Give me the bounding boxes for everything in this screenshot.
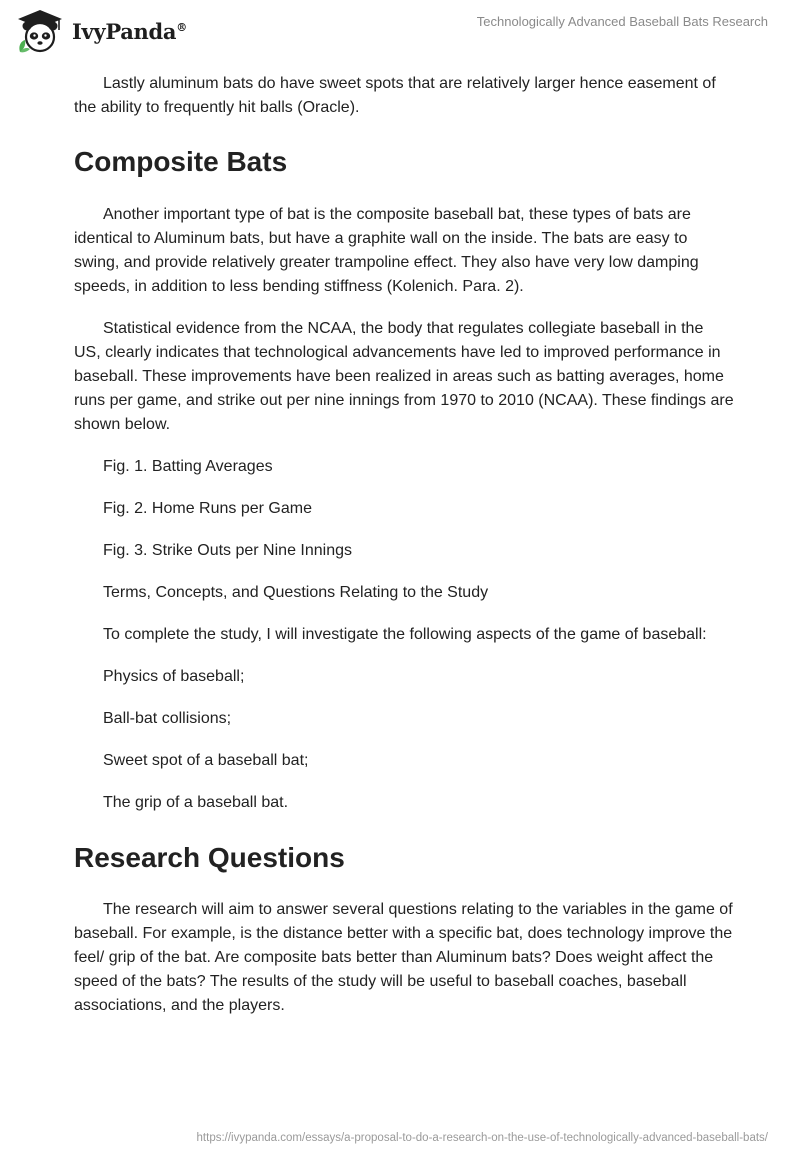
paragraph-composite-1: Another important type of bat is the composite baseball bat, these types of bats are identical to Aluminum bats, but have a graphite wall on the inside. The bats are easy to swing, and provide relatively greater trampoline effect. They also have very low damping speeds, in addition to less bending stiffness (Kolenich. Para. 2). <box>74 206 699 295</box>
paragraph-research: The research will aim to answer several questions relating to the variables in the game of baseball. For example, is the distance better with a specific bat, does technology improve the feel/ grip of the bat. Are composite bats better than Aluminum bats? Does weight affect the speed of the bats? The results of the study will be useful to baseball coaches, baseball associations, and the players. <box>74 901 733 1014</box>
figure-caption-1: Fig. 1. Batting Averages <box>103 458 273 475</box>
ivypanda-logo[interactable] <box>14 8 187 54</box>
aspect-item: Physics of baseball; <box>103 668 245 685</box>
aspect-item: Sweet spot of a baseball bat; <box>103 752 309 769</box>
figure-caption-3: Fig. 3. Strike Outs per Nine Innings <box>103 542 352 559</box>
panda-graduate-icon <box>14 8 66 54</box>
source-url[interactable]: https://ivypanda.com/essays/a-proposal-to-do-a-research-on-the-use-of-technologically-advanced-baseball-bats/ <box>196 1132 768 1144</box>
paragraph-intro: Lastly aluminum bats do have sweet spots that are relatively larger hence easement of the ability to frequently hit balls (Oracle). <box>74 75 716 116</box>
paragraph-aspects: To complete the study, I will investigate the following aspects of the game of baseball: <box>103 626 707 643</box>
aspect-item: The grip of a baseball bat. <box>103 794 289 811</box>
terms-line: Terms, Concepts, and Questions Relating to the Study <box>103 584 489 601</box>
heading-composite-bats: Composite Bats <box>74 146 288 177</box>
figure-caption-2: Fig. 2. Home Runs per Game <box>103 500 312 517</box>
aspect-item: Ball-bat collisions; <box>103 710 232 727</box>
paragraph-composite-2: Statistical evidence from the NCAA, the body that regulates collegiate baseball in the US, clearly indicates that technological advancements have led to improved performance in baseball. These improvements have been realized in areas such as batting averages, home runs per game, and strike out per nine innings from 1970 to 2010 (NCAA). These findings are shown below. <box>74 320 734 433</box>
document-title: Technologically Advanced Baseball Bats Research <box>476 14 768 29</box>
brand-name: IvyPanda® <box>72 18 187 44</box>
essay-body <box>74 70 734 1018</box>
heading-research-questions: Research Questions <box>74 842 345 873</box>
page-header <box>0 0 800 70</box>
